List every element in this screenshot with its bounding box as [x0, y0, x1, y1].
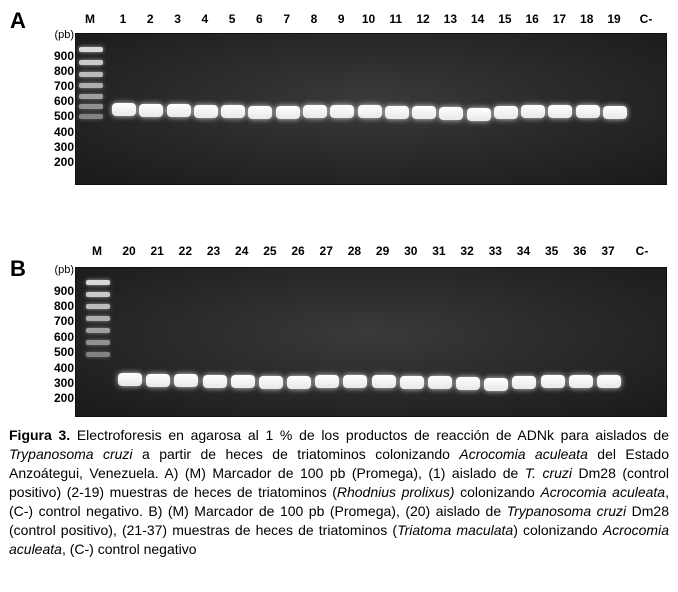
- sample-band: [576, 105, 600, 118]
- lane-label: 16: [525, 12, 539, 26]
- figure-caption: [9, 426, 669, 559]
- sample-band: [276, 106, 300, 119]
- lane-label: 15: [498, 12, 512, 26]
- sample-band: [569, 375, 593, 388]
- caption-text: Dm28 (control positivo) (2-19) muestras de heces de triatominos (: [9, 465, 670, 500]
- ladder-band: [79, 60, 103, 65]
- ladder-band: [79, 47, 103, 52]
- lane-label: 34: [516, 244, 531, 258]
- figure-label: Figura 3.: [9, 427, 71, 443]
- sample-band: [494, 106, 518, 119]
- sample-band: [400, 376, 424, 389]
- caption-text: ) colonizando: [513, 522, 603, 538]
- sample-band: [303, 105, 327, 118]
- lane-label: 30: [404, 244, 418, 258]
- lane-label: M: [92, 244, 102, 258]
- sample-band: [428, 376, 452, 389]
- gel-panel-b: [0, 232, 678, 422]
- lane-label: 13: [443, 12, 457, 26]
- gel-image: [75, 267, 667, 417]
- ladder-band: [86, 280, 110, 285]
- sample-band: [287, 376, 311, 389]
- lane-label: 10: [361, 12, 376, 26]
- sample-band: [174, 374, 198, 387]
- lane-label: 12: [416, 12, 430, 26]
- sample-band: [139, 104, 163, 117]
- sample-band: [315, 375, 339, 388]
- sample-band: [221, 105, 245, 118]
- sample-band: [512, 376, 536, 389]
- ladder-band: [86, 340, 110, 345]
- size-label: 400: [53, 125, 74, 139]
- ladder-band: [79, 104, 103, 109]
- size-label: 900: [53, 284, 74, 298]
- sample-band: [259, 376, 283, 389]
- sample-band: [167, 104, 191, 117]
- caption-text: Dm28 (control positivo), (21-37) muestras de heces de triatominos (: [9, 503, 669, 538]
- ladder-band: [86, 328, 110, 333]
- sample-band: [603, 106, 627, 119]
- size-label: 800: [53, 299, 74, 313]
- size-label: 800: [53, 64, 74, 78]
- sample-band: [484, 378, 508, 391]
- size-label: 600: [53, 330, 74, 344]
- lane-label: 24: [235, 244, 249, 258]
- size-label: 300: [53, 140, 74, 154]
- caption-italic-text: Rhodnius prolixus): [336, 484, 455, 500]
- unit-label: (pb): [54, 264, 74, 276]
- sample-band: [548, 105, 572, 118]
- ladder-band: [79, 114, 103, 119]
- ladder-band: [79, 83, 103, 88]
- sample-band: [412, 106, 436, 119]
- panel-letter: B: [10, 256, 26, 281]
- ladder-band: [86, 292, 110, 297]
- lane-label: 6: [256, 12, 263, 26]
- lane-label: 9: [337, 12, 345, 26]
- lane-label: 37: [601, 244, 615, 258]
- caption-text: , (C-) control negativo: [61, 541, 197, 557]
- sample-band: [358, 105, 382, 118]
- lane-label: 21: [150, 244, 164, 258]
- caption-italic-text: Triatoma maculata: [397, 522, 514, 538]
- caption-text: a partir de heces de triatominos colonizando: [132, 446, 460, 462]
- caption-italic-text: Acrocomia aculeata: [9, 522, 669, 557]
- lane-label: 1: [119, 12, 127, 26]
- sample-band: [248, 106, 272, 119]
- caption-text: colonizando: [454, 484, 541, 500]
- lane-label: 17: [552, 12, 567, 26]
- lane-labels: [0, 0, 678, 30]
- lane-label: 23: [206, 244, 221, 258]
- size-label: 500: [53, 109, 74, 123]
- gel-panel-a: [0, 0, 678, 205]
- lane-label: 20: [122, 244, 136, 258]
- sample-band: [231, 375, 255, 388]
- lane-label: 19: [607, 12, 621, 26]
- caption-text: , (C-) control negativo. B) (M) Marcador de 100 pb (Promega), (20) aislado de: [9, 484, 669, 519]
- lane-label: 18: [580, 12, 594, 26]
- ladder-band: [86, 316, 110, 321]
- sample-band: [118, 373, 142, 386]
- sample-band: [146, 374, 170, 387]
- lane-label: 28: [347, 244, 362, 258]
- lane-label: 3: [174, 12, 181, 26]
- sample-band: [439, 107, 463, 120]
- sample-band: [597, 375, 621, 388]
- lane-label: M: [85, 12, 95, 26]
- caption-italic-text: Acrocomia aculeata: [540, 484, 666, 500]
- sample-band: [467, 108, 491, 121]
- sample-band: [385, 106, 409, 119]
- lane-label: 26: [291, 244, 305, 258]
- size-label: 700: [53, 314, 74, 328]
- sample-band: [456, 377, 480, 390]
- size-label: 400: [53, 361, 74, 375]
- size-label: 200: [53, 391, 74, 405]
- panel-letter: A: [10, 8, 26, 33]
- lane-label: C-: [639, 12, 653, 26]
- caption-italic-text: Trypanosoma cruzi: [9, 446, 133, 462]
- sample-band: [112, 103, 136, 116]
- sample-band: [194, 105, 218, 118]
- lane-label: 11: [389, 12, 403, 26]
- ladder-band: [79, 94, 103, 99]
- size-label: 300: [53, 376, 74, 390]
- size-label: 200: [53, 155, 74, 169]
- size-label: 700: [53, 79, 74, 93]
- size-label: 500: [53, 345, 74, 359]
- lane-label: 35: [544, 244, 559, 258]
- sample-band: [203, 375, 227, 388]
- lane-label: C-: [635, 244, 649, 258]
- caption-text: Electroforesis en agarosa al 1 % de los productos de reacción de ADNk para aislados de: [70, 427, 669, 443]
- lane-label: 14: [470, 12, 485, 26]
- sample-band: [521, 105, 545, 118]
- caption-italic-text: T. cruzi: [524, 465, 573, 481]
- lane-label: 5: [228, 12, 236, 26]
- sample-band: [330, 105, 354, 118]
- lane-label: 31: [432, 244, 446, 258]
- lane-labels: [0, 232, 678, 262]
- lane-label: 29: [375, 244, 390, 258]
- ladder-band: [86, 352, 110, 357]
- ladder-band: [86, 304, 110, 309]
- size-label: 600: [53, 94, 74, 108]
- caption-italic-text: Acrocomia aculeata: [459, 446, 588, 462]
- lane-label: 27: [319, 244, 333, 258]
- lane-label: 22: [178, 244, 193, 258]
- lane-label: 32: [460, 244, 474, 258]
- lane-label: 33: [488, 244, 502, 258]
- size-label: 900: [53, 49, 74, 63]
- unit-label: (pb): [54, 29, 74, 41]
- lane-label: 36: [573, 244, 587, 258]
- caption-italic-text: Trypanosoma cruzi: [506, 503, 627, 519]
- lane-label: 25: [263, 244, 277, 258]
- sample-band: [372, 375, 396, 388]
- gel-image: [75, 33, 667, 185]
- lane-label: 4: [201, 12, 209, 26]
- lane-label: 8: [310, 12, 318, 26]
- ladder-band: [79, 72, 103, 77]
- lane-label: 7: [283, 12, 290, 26]
- caption-text: del Estado Anzoátegui, Venezuela. A) (M) Marcador de 100 pb (Promega), (1) aislado de: [9, 446, 669, 481]
- sample-band: [541, 375, 565, 388]
- lane-label: 2: [146, 12, 154, 26]
- sample-band: [343, 375, 367, 388]
